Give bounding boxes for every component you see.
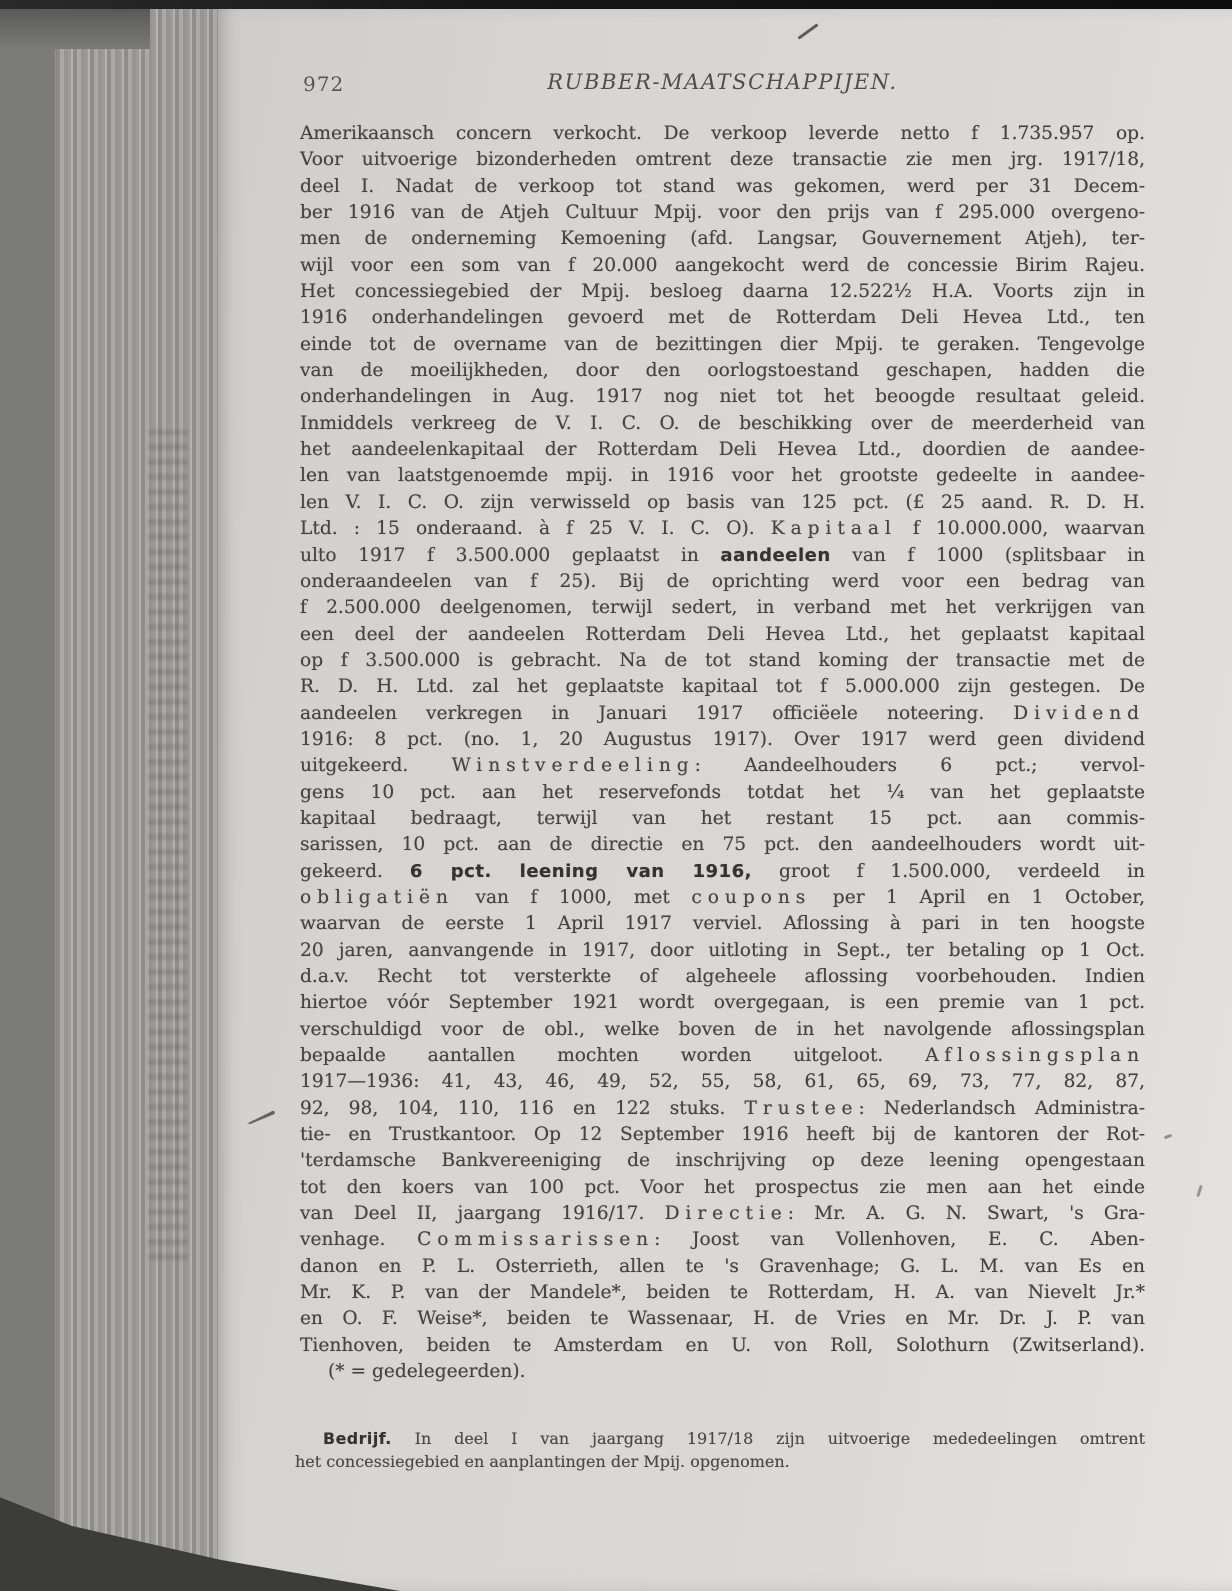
- text-line: f 2.500.000 deelgenomen, terwijl sedert, in verband met het verkrijgen van: [300, 597, 1145, 619]
- text-line: het concessiegebied en aanplantingen der Mpij. opgenomen.: [295, 1451, 790, 1471]
- text-line: danon en P. L. Osterrieth, allen te 's Gravenhage; G. L. M. van Es en: [300, 1255, 1145, 1277]
- text-line: tie- en Trustkantoor. Op 12 September 1916 heeft bij de kantoren der Rot-: [300, 1124, 1145, 1146]
- text-line: deel I. Nadat de verkoop tot stand was gekomen, werd per 31 Decem-: [300, 175, 1145, 197]
- text-line: een deel der aandeelen Rotterdam Deli Hevea Ltd., het geplaatst kapitaal: [300, 623, 1145, 645]
- text-line: 1916: 8 pct. (no. 1, 20 Augustus 1917). Over 1917 werd geen dividend: [300, 728, 1145, 750]
- text-line: einde tot de overname van de bezittingen dier Mpij. te geraken. Tengevolge: [300, 333, 1145, 355]
- text-line: bepaalde aantallen mochten worden uitgeloot. Aflossingsplan: [300, 1045, 1145, 1067]
- text-line: 'terdamsche Bankvereeniging de inschrijving op deze leening opengestaan: [300, 1150, 1145, 1172]
- text-line: Amerikaansch concern verkocht. De verkoop leverde netto f 1.735.957 op.: [300, 123, 1145, 144]
- text-line: waarvan de eerste 1 April 1917 verviel. Aflossing à pari in ten hoogste: [300, 913, 1145, 935]
- text-line: kapitaal bedraagt, terwijl van het restant 15 pct. aan commis-: [300, 807, 1145, 829]
- body-text: [300, 121, 1145, 1386]
- text-line: uitgekeerd. Winstverdeeling: Aandeelhouders 6 pct.; vervol-: [300, 755, 1145, 777]
- text-line: hiertoe vóór September 1921 wordt overgegaan, is een premie van 1 pct.: [300, 992, 1145, 1014]
- text-line: ulto 1917 f 3.500.000 geplaatst in aandeelen van f 1000 (splitsbaar in: [300, 544, 1145, 566]
- gutter-smudge: [148, 430, 188, 1260]
- text-line: het aandeelenkapitaal der Rotterdam Deli Hevea Ltd., doordien de aandee-: [300, 439, 1145, 461]
- text-line: (* = gedelegeerden).: [328, 1361, 526, 1383]
- text-line: op f 3.500.000 is gebracht. Na de tot stand koming der transactie met de: [300, 649, 1145, 671]
- text-line: men de onderneming Kemoening (afd. Langsar, Gouvernement Atjeh), ter-: [300, 228, 1145, 250]
- text-line: van Deel II, jaargang 1916/17. Directie: Mr. A. G. N. Swart, 's Gra-: [300, 1203, 1145, 1225]
- text-line: gens 10 pct. aan het reservefonds totdat het ¼ van het geplaatste: [300, 781, 1145, 803]
- text-line: 1916 onderhandelingen gevoerd met de Rotterdam Deli Hevea Ltd., ten: [300, 307, 1145, 329]
- text-line: obligatiën van f 1000, met coupons per 1 April en 1 October,: [300, 886, 1145, 908]
- text-line: 92, 98, 104, 110, 116 en 122 stuks. Trustee: Nederlandsch Administra-: [300, 1097, 1145, 1119]
- photo-top-edge: [0, 0, 1232, 9]
- running-header: RUBBER-MAATSCHAPPIJEN.: [547, 70, 898, 94]
- text-line: verschuldigd voor de obl., welke boven de in het navolgende aflossingsplan: [300, 1018, 1145, 1040]
- text-line: van de moeilijkheden, door den oorlogstoestand geschapen, hadden die: [300, 360, 1145, 382]
- text-line: wijl voor een som van f 20.000 aangekocht werd de concessie Birim Rajeu.: [300, 254, 1145, 276]
- text-line: Voor uitvoerige bizonderheden omtrent deze transactie zie men jrg. 1917/18,: [300, 149, 1145, 171]
- text-line: sarissen, 10 pct. aan de directie en 75 pct. den aandeelhouders wordt uit-: [300, 834, 1145, 856]
- text-line: en O. F. Weise*, beiden te Wassenaar, H. de Vries en Mr. Dr. J. P. van: [300, 1308, 1145, 1330]
- text-line: 20 jaren, aanvangende in 1917, door uitloting in Sept., ter betaling op 1 Oct.: [300, 939, 1145, 961]
- text-line: R. D. H. Ltd. zal het geplaatste kapitaal tot f 5.000.000 zijn gestegen. De: [300, 676, 1145, 698]
- text-line: venhage. Commissarissen: Joost van Vollenhoven, E. C. Aben-: [300, 1229, 1145, 1251]
- text-line: Ltd. : 15 onderaand. à f 25 V. I. C. O). Kapitaal f 10.000.000, waarvan: [300, 518, 1145, 540]
- text-line: len V. I. C. O. zijn verwisseld op basis van 125 pct. (£ 25 aand. R. D. H.: [300, 491, 1145, 513]
- text-line: gekeerd. 6 pct. leening van 1916, groot f 1.500.000, verdeeld in: [300, 860, 1145, 882]
- text-line: Mr. K. P. van der Mandele*, beiden te Rotterdam, H. A. van Nievelt Jr.*: [300, 1282, 1145, 1304]
- text-line: Tienhoven, beiden te Amsterdam en U. von Roll, Solothurn (Zwitserland).: [300, 1334, 1145, 1356]
- text-line: aandeelen verkregen in Januari 1917 officiëele noteering. Dividend: [300, 702, 1145, 724]
- text-line: Het concessiegebied der Mpij. besloeg daarna 12.522½ H.A. Voorts zijn in: [300, 281, 1145, 303]
- text-line: d.a.v. Recht tot versterkte of algeheele aflossing voorbehouden. Indien: [300, 966, 1145, 987]
- text-line: Inmiddels verkreeg de V. I. C. O. de beschikking over de meerderheid van: [300, 412, 1145, 434]
- text-line: 1917—1936: 41, 43, 46, 49, 52, 55, 58, 61, 65, 69, 73, 77, 82, 87,: [300, 1071, 1145, 1093]
- footnote: [295, 1428, 1145, 1473]
- photo-top-corner: [0, 9, 150, 49]
- page-number: 972: [303, 72, 345, 96]
- text-line: onderaandeelen van f 25). Bij de oprichting werd voor een bedrag van: [300, 570, 1145, 592]
- text-line: len van laatstgenoemde mpij. in 1916 voor het grootste gedeelte in aandee-: [300, 465, 1145, 487]
- text-line: Bedrijf. In deel I van jaargang 1917/18 zijn uitvoerige mededeelingen omtrent: [323, 1429, 1145, 1448]
- text-line: ber 1916 van de Atjeh Cultuur Mpij. voor den prijs van f 295.000 overgeno-: [300, 202, 1145, 224]
- text-line: onderhandelingen in Aug. 1917 nog niet tot het beoogde resultaat geleid.: [300, 386, 1145, 408]
- text-line: tot den koers van 100 pct. Voor het prospectus zie men aan het einde: [300, 1176, 1145, 1198]
